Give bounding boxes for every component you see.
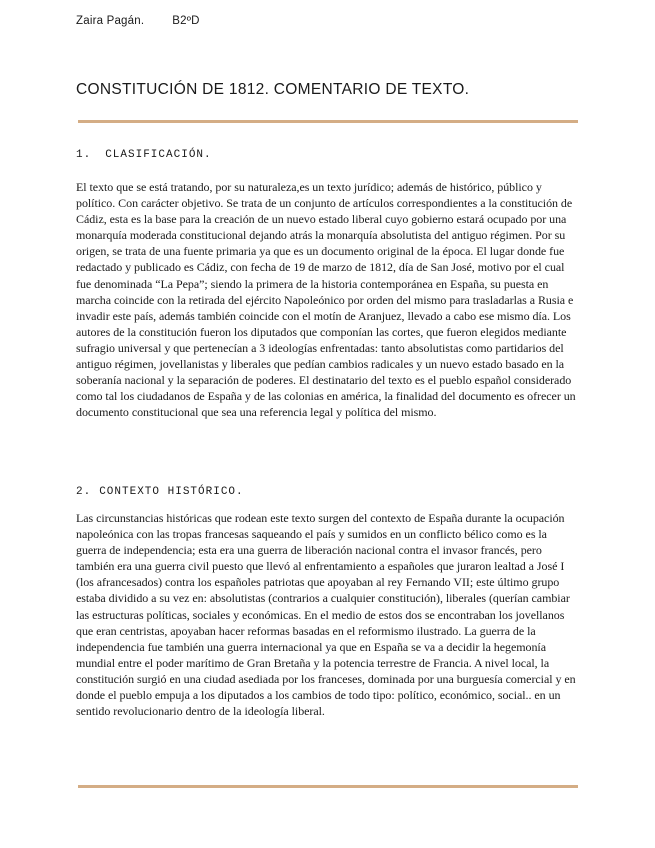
bottom-divider [78,785,578,788]
author-name: Zaira Pagán. [76,15,145,27]
document-title: CONSTITUCIÓN DE 1812. COMENTARIO DE TEXTO. [76,81,470,98]
section-title: CONTEXTO HISTÓRICO. [99,486,244,498]
section-body-contexto-historico: Las circunstancias históricas que rodean este texto surgen del contexto de España durante la ocupación napoleónica con las tropas francesas saqueando el país y sumidos en un conflicto bélico como es la guerra de independencia; esta era una guerra de liberación nacional contra el invasor francés, pero también era una guerra civil puesto que llevó al enfrentamiento a españoles que juraron lealtad a José I (los afrancesados) contra los españoles patriotas que apoyaban al rey Fernando VII; este último grupo estaba dividido a su vez en: absolutistas (contrarios a cualquier constitución), liberales (querían cambiar las estructuras políticas, sociales y económicas. En el medio de estos dos se encontraban los jovellanos que eran centristas, apoyaban hacer reformas basadas en el reformismo ilustrado. La guerra de la independencia fue también una guerra internacional ya que en España se va a decidir la hegemonía mundial entre el poder marítimo de Gran Bretaña y la potencia terrestre de Francia. A nivel local, la constitución surgió en una ciudad asediada por los franceses, dominada por una burguesía comercial y en donde el pueblo empuja a los diputados a los cambios de todo tipo: político, económico, social.. en un sentido revolucionario dentro de la ideología liberal. [76,511,576,719]
section-heading-clasificacion [76,149,212,161]
top-divider [78,120,578,123]
section-title: CLASIFICACIÓN. [105,149,212,161]
section-heading-contexto-historico [76,486,244,498]
section-body-clasificacion: El texto que se está tratando, por su naturaleza,es un texto jurídico; además de histórico, público y político. Con carácter objetivo. Se trata de un conjunto de artículos correspondientes a la constitución de Cádiz, esta es la base para la creación de un nuevo estado liberal cuyo gobierno estará ocupado por una monarquía moderada constitucional dejando atrás la monarquía absolutista del antiguo régimen. Por su origen, se trata de una fuente primaria ya que es un documento original de la época. El lugar donde fue redactado y publicado es Cádiz, con fecha de 19 de marzo de 1812, día de San José, motivo por el cual fue denominada “La Pepa”; siendo la primera de la historia contemporánea en España, su puesta en marcha coincide con la retirada del ejército Napoleónico por orden del mismo para trasladarlas a Rusia e invadir este país, además también coincide con el motín de Aranjuez, llevado a cabo ese mismo día. Los autores de la constitución fueron los diputados que componían las cortes, que fueron elegidos mediante sufragio universal y que pertenecían a 3 ideologías enfrentadas: tanto absolutistas como partidarios del antiguo régimen, jovellanistas y liberales que pedían cambios radicales y un nuevo estado basado en la soberanía nacional y la separación de poderes. El destinatario del texto es el pueblo español considerado como tal los ciudadanos de España y de las colonias en américa, la finalidad del documento es ofrecer un documento constitucional que sea una referencia legal y política del mismo. [76,180,576,420]
course-label: B2ºD [172,15,200,27]
section-number: 1. [76,149,92,161]
document-header [76,15,200,27]
section-number: 2. [76,486,92,498]
